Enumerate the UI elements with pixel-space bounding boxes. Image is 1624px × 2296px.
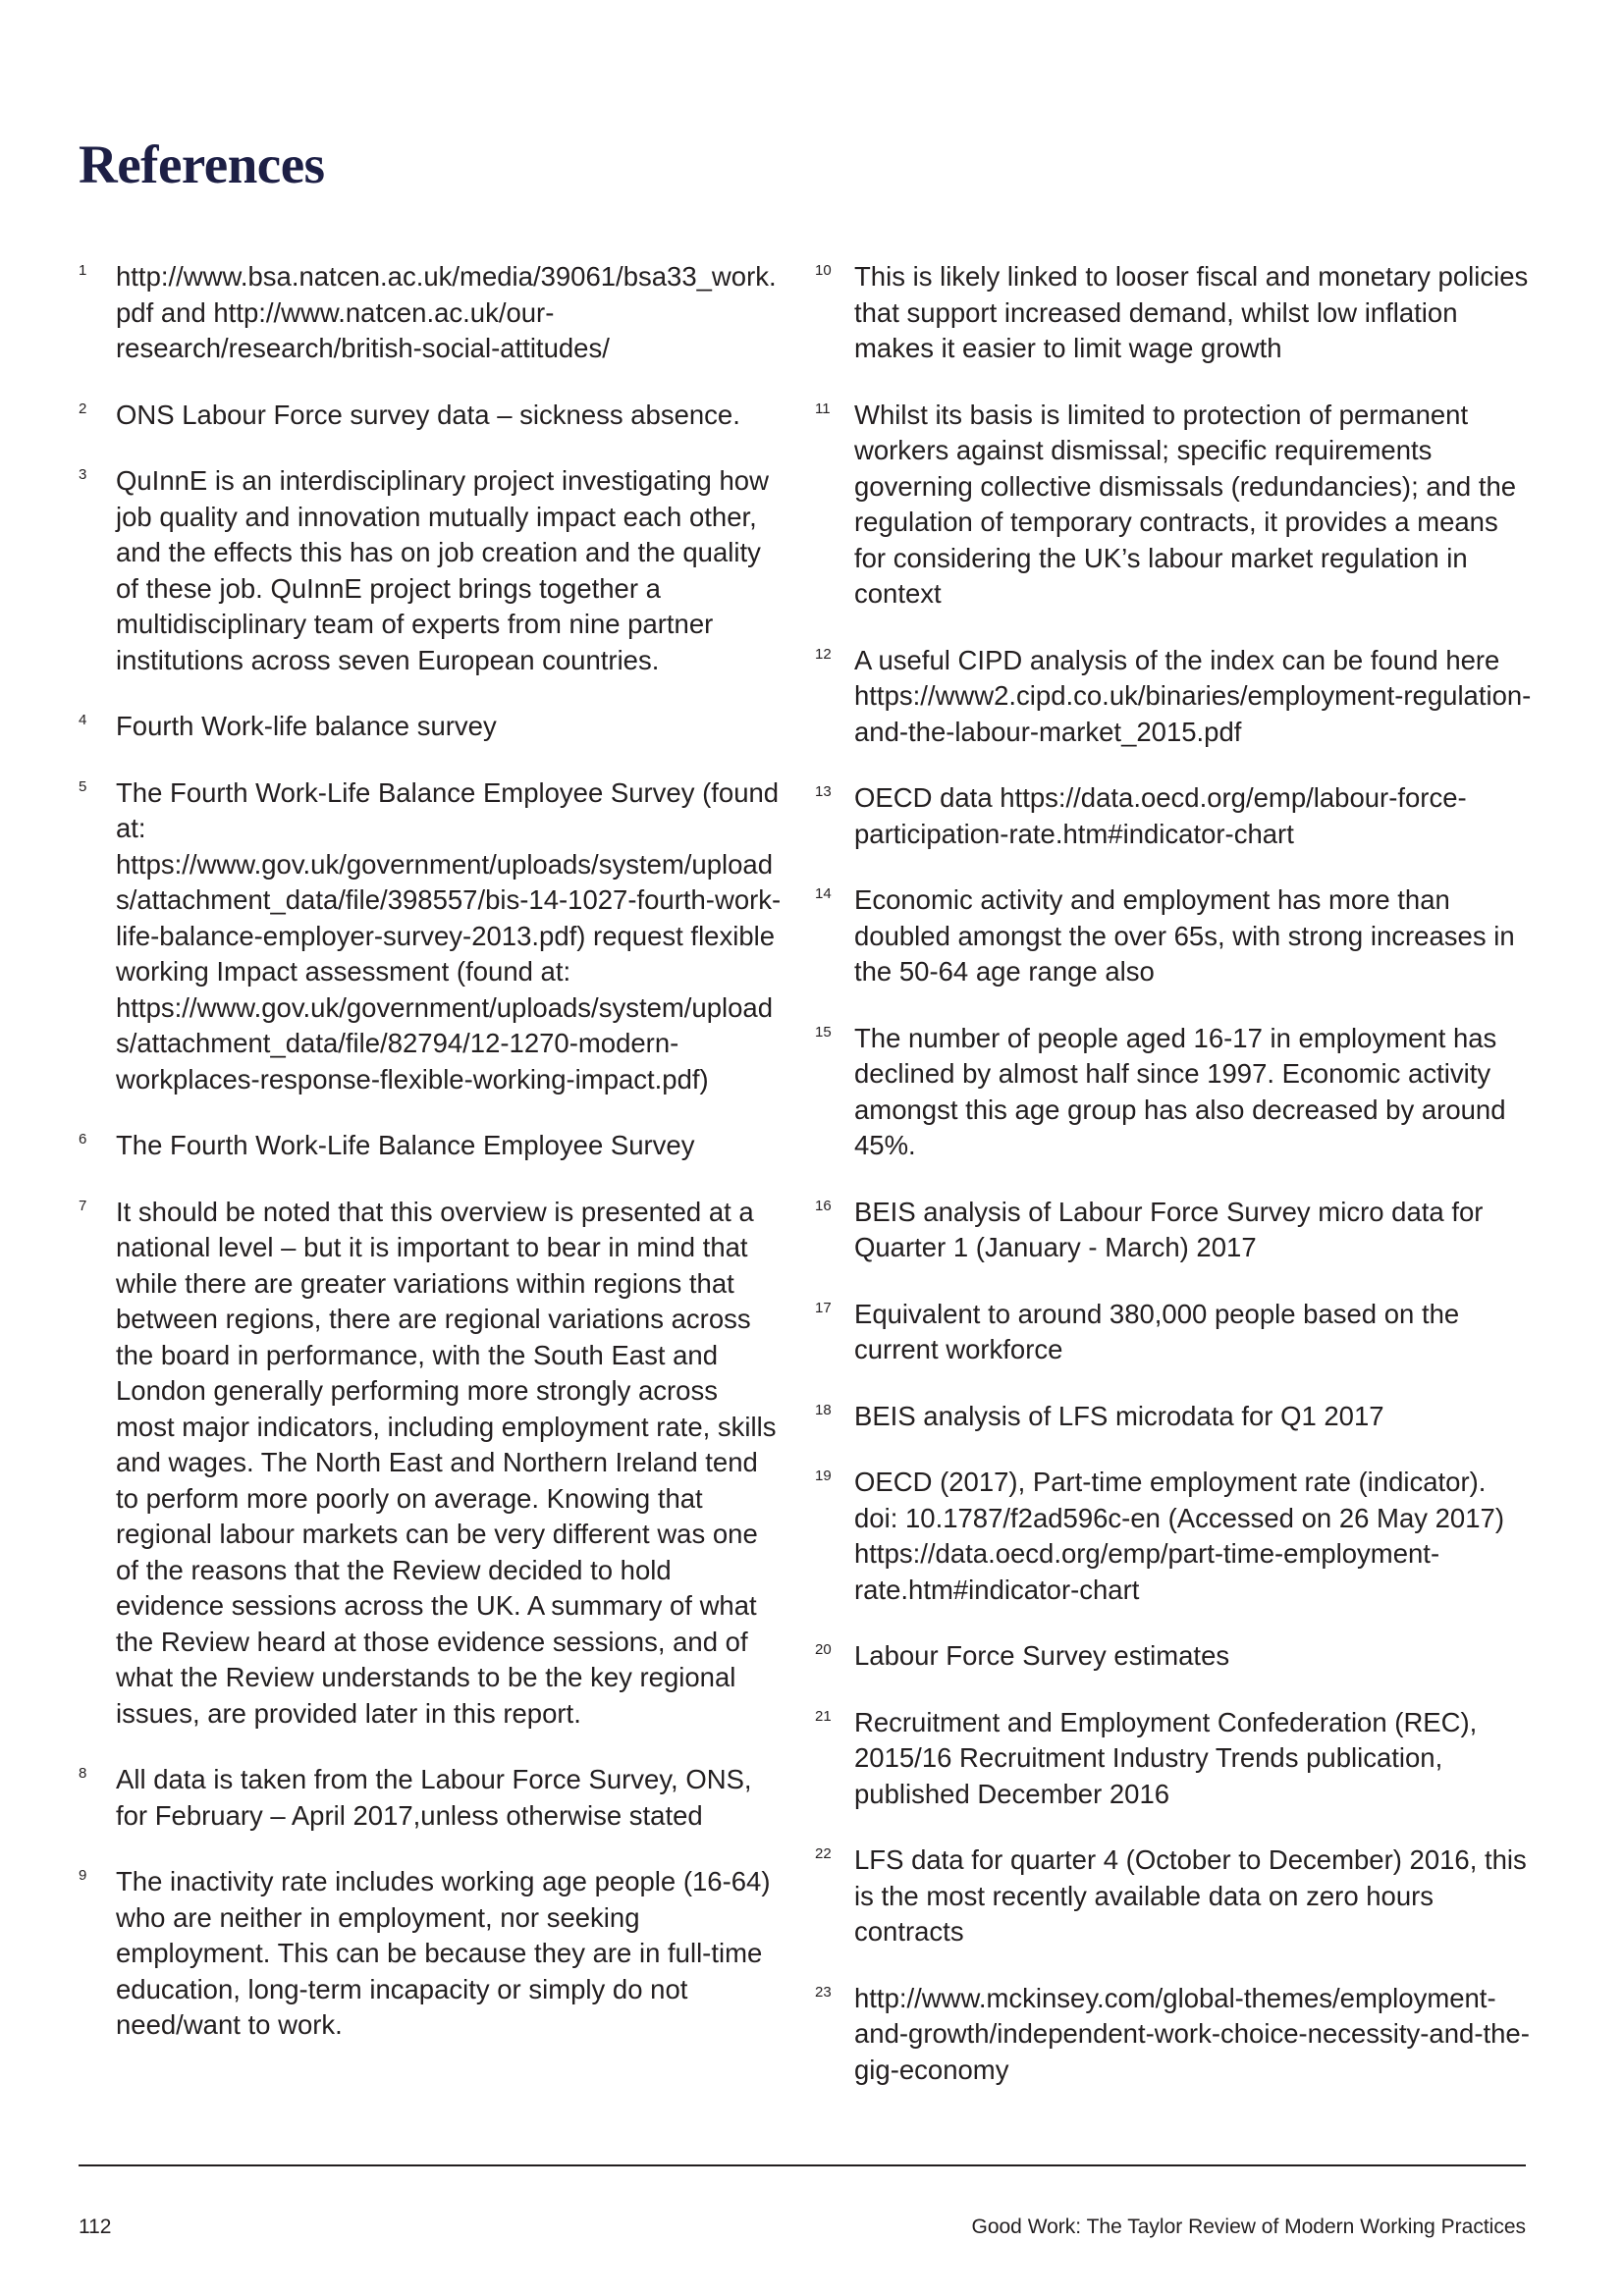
reference-number: 8 — [79, 1765, 87, 1782]
reference-number: 7 — [79, 1197, 87, 1214]
reference-item — [815, 259, 1532, 367]
reference-number: 11 — [815, 400, 831, 417]
reference-text: ONS Labour Force survey data – sickness absence. — [116, 399, 740, 430]
reference-text: The Fourth Work-Life Balance Employee Survey (found at: https://www.gov.uk/government/uploads/system/uploads/attachment_data/file/398557/bis-14-1027-fourth-work-life-balance-employer-survey-2013.pdf) request flexible working Impact assessment (found at: https://www.gov.uk/government/uploads/system/uploads/attachment_data/file/82794/12-1270-modern-workplaces-response-flexible-working-impact.pdf) — [116, 776, 782, 1095]
reference-item — [815, 643, 1532, 751]
reference-text: The Fourth Work-Life Balance Employee Survey — [116, 1130, 695, 1160]
reference-item — [79, 1864, 782, 2044]
reference-text: This is likely linked to looser fiscal and monetary policies that support increased demand, whilst low inflation makes it easier to limit wage growth — [854, 261, 1529, 363]
reference-item — [79, 259, 782, 367]
reference-item — [815, 1981, 1532, 2089]
reference-number: 16 — [815, 1197, 832, 1214]
reference-number: 10 — [815, 262, 832, 279]
reference-text: The number of people aged 16-17 in employment has declined by almost half since 1997. Economic activity amongst this age group has also decreased by around 45%. — [854, 1022, 1506, 1160]
reference-number: 5 — [79, 777, 87, 795]
reference-item — [815, 1297, 1532, 1368]
references-column-left — [79, 259, 782, 2074]
reference-text: BEIS analysis of LFS microdata for Q1 2017 — [854, 1400, 1384, 1431]
reference-number: 3 — [79, 466, 87, 483]
reference-text: BEIS analysis of Labour Force Survey micro data for Quarter 1 (January - March) 2017 — [854, 1196, 1484, 1262]
reference-text: Recruitment and Employment Confederation (REC), 2015/16 Recruitment Industry Trends publication, published December 2016 — [854, 1706, 1478, 1809]
reference-item — [79, 398, 782, 434]
reference-text: Labour Force Survey estimates — [854, 1640, 1230, 1671]
reference-text: The inactivity rate includes working age people (16-64) who are neither in employment, nor seeking employment. This can be because they are in full-time education, long-term incapacity or simply do not need/want to work. — [116, 1866, 771, 2040]
reference-text: QuInnE is an interdisciplinary project investigating how job quality and innovation mutually impact each other, and the effects this has on job creation and the quality of these job. QuInnE project brings together a multidisciplinary team of experts from nine partner institutions across seven European countries. — [116, 465, 769, 675]
reference-number: 21 — [815, 1707, 832, 1725]
reference-item — [815, 882, 1532, 990]
reference-number: 19 — [815, 1468, 832, 1484]
reference-number: 1 — [79, 262, 87, 279]
reference-text: Equivalent to around 380,000 people based on the current workforce — [854, 1298, 1460, 1364]
reference-number: 17 — [815, 1299, 832, 1316]
reference-number: 9 — [79, 1867, 87, 1884]
reference-number: 6 — [79, 1131, 87, 1148]
reference-item — [79, 775, 782, 1098]
reference-text: http://www.bsa.natcen.ac.uk/media/39061/bsa33_work.pdf and http://www.natcen.ac.uk/our-research/research/british-social-attitudes/ — [116, 261, 777, 363]
reference-number: 12 — [815, 645, 832, 663]
reference-number: 15 — [815, 1023, 832, 1041]
reference-number: 22 — [815, 1845, 832, 1862]
reference-item — [79, 1195, 782, 1733]
reference-text: OECD (2017), Part-time employment rate (indicator). doi: 10.1787/f2ad596c-en (Accessed on 26 May 2017) https://data.oecd.org/emp/part-time-employment-rate.htm#indicator-chart — [854, 1467, 1504, 1605]
references-column-right — [815, 259, 1532, 2118]
reference-item — [815, 1842, 1532, 1950]
reference-item — [79, 1762, 782, 1834]
reference-number: 23 — [815, 1983, 832, 2001]
reference-number: 18 — [815, 1401, 832, 1418]
reference-item — [815, 1705, 1532, 1813]
reference-text: http://www.mckinsey.com/global-themes/employment-and-growth/independent-work-choice-necessity-and-the-gig-economy — [854, 1982, 1530, 2085]
reference-number: 20 — [815, 1641, 832, 1658]
reference-text: It should be noted that this overview is presented at a national level – but it is important to bear in mind that while there are greater variations within regions that between regions, there are regional variations across the board in performance, with the South East and London generally performing more strongly across most major indicators, including employment rate, skills and wages. The North East and Northern Ireland tend to perform more poorly on average. Knowing that regional labour markets can be very different was one of the reasons that the Review decided to hold evidence sessions across the UK. A summary of what the Review heard at those evidence sessions, and of what the Review understands to be the key regional issues, are provided later in this report. — [116, 1196, 777, 1729]
footer-divider — [79, 2164, 1526, 2166]
reference-number: 2 — [79, 400, 87, 417]
reference-item — [79, 709, 782, 745]
reference-item — [815, 398, 1532, 613]
reference-text: Whilst its basis is limited to protection of permanent workers against dismissal; specific requirements governing collective dismissals (redundancies); and the regulation of temporary contracts, it provides a means for considering the UK’s labour market regulation in context — [854, 399, 1517, 609]
reference-item — [815, 1399, 1532, 1435]
reference-text: Economic activity and employment has more than doubled amongst the over 65s, with strong increases in the 50-64 age range also — [854, 884, 1515, 987]
reference-item — [815, 1021, 1532, 1164]
reference-number: 13 — [815, 783, 832, 800]
reference-item — [815, 780, 1532, 852]
reference-text: LFS data for quarter 4 (October to December) 2016, this is the most recently available data on zero hours contracts — [854, 1844, 1527, 1947]
running-title: Good Work: The Taylor Review of Modern Working Practices — [971, 2216, 1526, 2238]
reference-item — [79, 1128, 782, 1164]
reference-item — [815, 1195, 1532, 1266]
page-number: 112 — [79, 2216, 112, 2238]
reference-text: A useful CIPD analysis of the index can be found here https://www2.cipd.co.uk/binaries/employment-regulation-and-the-labour-market_2015.pdf — [854, 644, 1532, 747]
reference-text: Fourth Work-life balance survey — [116, 711, 497, 741]
reference-text: All data is taken from the Labour Force Survey, ONS, for February – April 2017,unless otherwise stated — [116, 1764, 752, 1831]
reference-text: OECD data https://data.oecd.org/emp/labour-force-participation-rate.htm#indicator-chart — [854, 782, 1467, 849]
reference-number: 4 — [79, 712, 87, 728]
reference-item — [79, 463, 782, 678]
reference-item — [815, 1638, 1532, 1675]
page-title: References — [79, 134, 325, 194]
reference-number: 14 — [815, 885, 832, 902]
reference-item — [815, 1465, 1532, 1608]
